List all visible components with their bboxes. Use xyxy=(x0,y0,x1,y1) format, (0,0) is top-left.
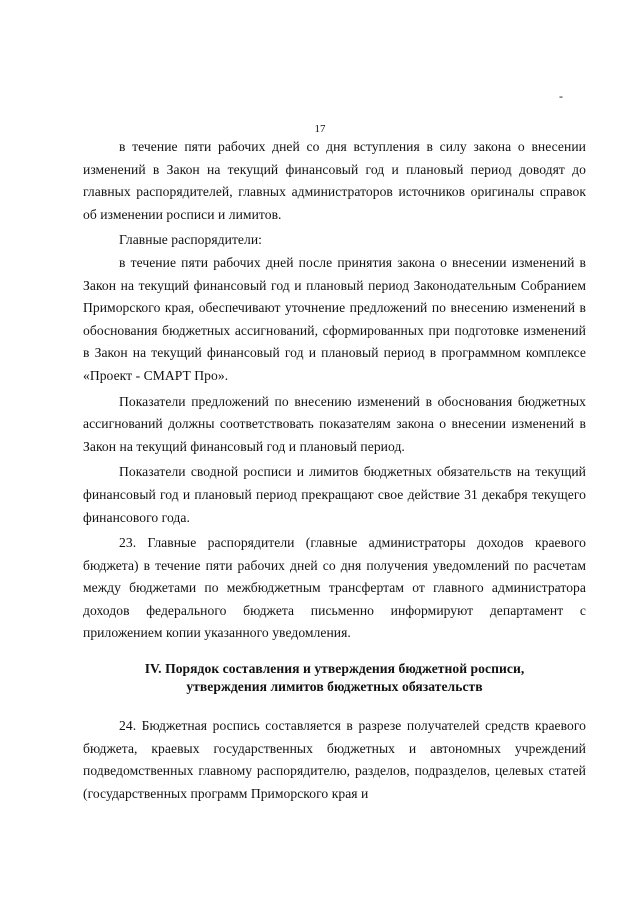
paragraph: в течение пяти рабочих дней со дня вступления в силу закона о внесении изменений в Закон на текущий финансовый год и плановый период доводят до главных распорядителей, главных администраторов источников оригиналы справок об изменении росписи и лимитов. xyxy=(83,139,586,222)
section-heading-line: утверждения лимитов бюджетных обязательств xyxy=(186,679,483,695)
section-heading-line: IV. Порядок составления и утверждения бюджетной росписи, xyxy=(144,661,525,677)
document-body xyxy=(83,136,586,805)
paragraph: 23. Главные распорядители (главные администраторы доходов краевого бюджета) в течение пяти рабочих дней со дня получения уведомлений по расчетам между бюджетами по межбюджетным трансфертам от главного администратора доходов федерального бюджета письменно информируют департамент с приложением копии указанного уведомления. xyxy=(83,535,586,641)
paragraph: Показатели сводной росписи и лимитов бюджетных обязательств на текущий финансовый год и плановый период прекращают свое действие 31 декабря текущего финансового года. xyxy=(83,464,586,525)
corner-mark: - xyxy=(559,89,563,103)
paragraph: Показатели предложений по внесению изменений в обоснования бюджетных ассигнований должны соответствовать показателям закона о внесении изменений в Закон на текущий финансовый год и плановый период. xyxy=(83,393,586,454)
paragraph: 24. Бюджетная роспись составляется в разрезе получателей средств краевого бюджета, краевых государственных бюджетных и автономных учреждений подведомственных главному распорядителю, разделов, подразделов, целевых статей (государственных программ Приморского края и xyxy=(83,718,586,801)
page-number: 17 xyxy=(314,123,326,135)
paragraph: в течение пяти рабочих дней после принятия закона о внесении изменений в Закон на текущий финансовый год и плановый период Законодательным Собранием Приморского края, обеспечивают уточнение предложений по внесению изменений в обоснования бюджетных ассигнований, сформированных при подготовке изменений в Закон на текущий финансовый год и плановый период в программном комплексе «Проект - СМАРТ Про». xyxy=(83,254,586,383)
section-heading xyxy=(83,660,586,696)
paragraph: Главные распорядители: xyxy=(119,232,262,248)
